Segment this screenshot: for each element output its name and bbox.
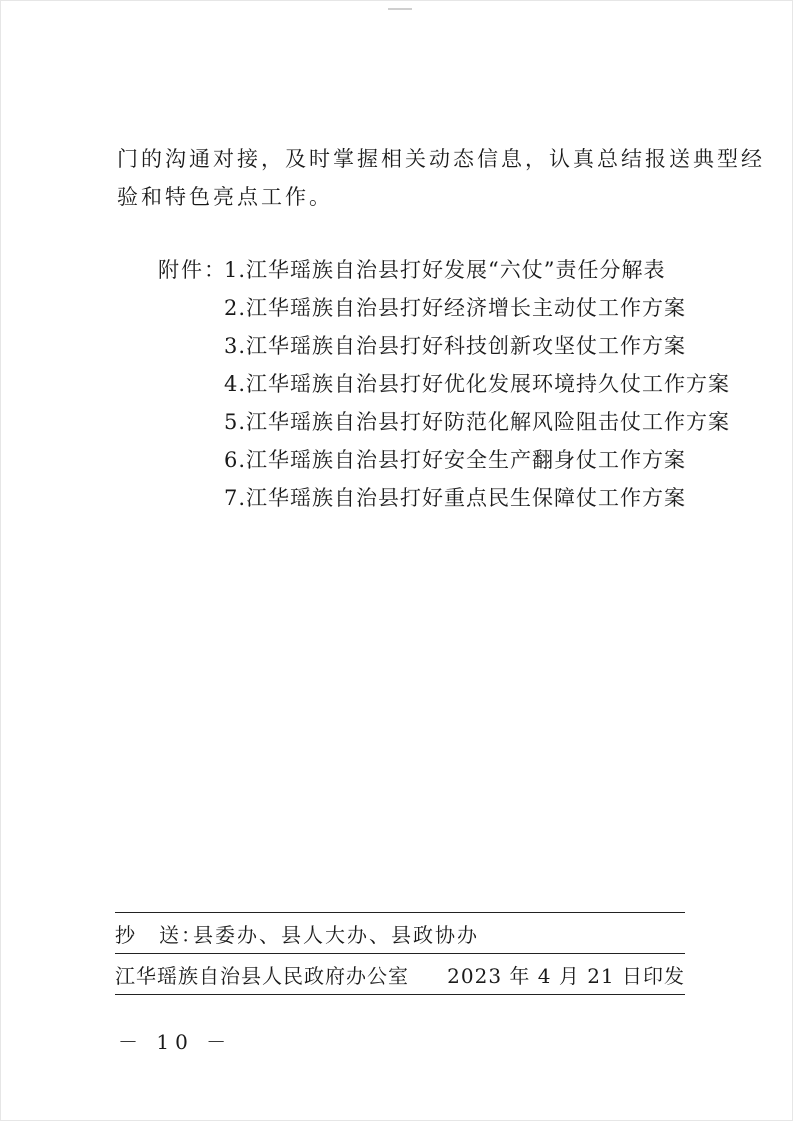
issuer-row	[115, 954, 685, 994]
paragraph-line-1: 门的沟通对接，及时掌握相关动态信息，认真总结报送典型经	[117, 147, 765, 171]
attachment-item-7: 7.江华瑶族自治县打好重点民生保障仗工作方案	[224, 486, 687, 510]
attachment-item-2: 2.江华瑶族自治县打好经济增长主动仗工作方案	[224, 296, 687, 320]
attachment-item-5: 5.江华瑶族自治县打好防范化解风险阻击仗工作方案	[224, 410, 731, 434]
page-number: － 10 －	[118, 1030, 233, 1054]
cc-row	[115, 913, 685, 953]
issue-date: 2023 年 4 月 21 日印发	[447, 964, 685, 988]
attachment-row-7	[158, 479, 718, 517]
attachment-row-1	[158, 251, 718, 289]
attachment-item-1: 1.江华瑶族自治县打好发展“六仗”责任分解表	[224, 258, 666, 282]
attachment-item-4: 4.江华瑶族自治县打好优化发展环境持久仗工作方案	[224, 372, 731, 396]
attachment-row-5	[158, 403, 731, 441]
paragraph-line-2: 验和特色亮点工作。	[117, 185, 333, 209]
attachment-item-6: 6.江华瑶族自治县打好安全生产翻身仗工作方案	[224, 448, 687, 472]
attachment-row-3	[158, 327, 718, 365]
issuer-name: 江华瑶族自治县人民政府办公室	[115, 964, 409, 988]
attachment-row-6	[158, 441, 718, 479]
bottom-rule	[115, 994, 685, 995]
attachment-row-4	[158, 365, 731, 403]
cc-label: 抄 送：	[115, 923, 203, 947]
scan-mark	[388, 8, 412, 10]
attachments-label: 附件：	[158, 258, 227, 282]
cc-recipients: 县委办、县人大办、县政协办	[193, 923, 479, 947]
distribution-block	[115, 912, 685, 995]
attachment-item-3: 3.江华瑶族自治县打好科技创新攻坚仗工作方案	[224, 334, 687, 358]
attachments-list	[158, 251, 731, 517]
attachment-row-2	[158, 289, 718, 327]
